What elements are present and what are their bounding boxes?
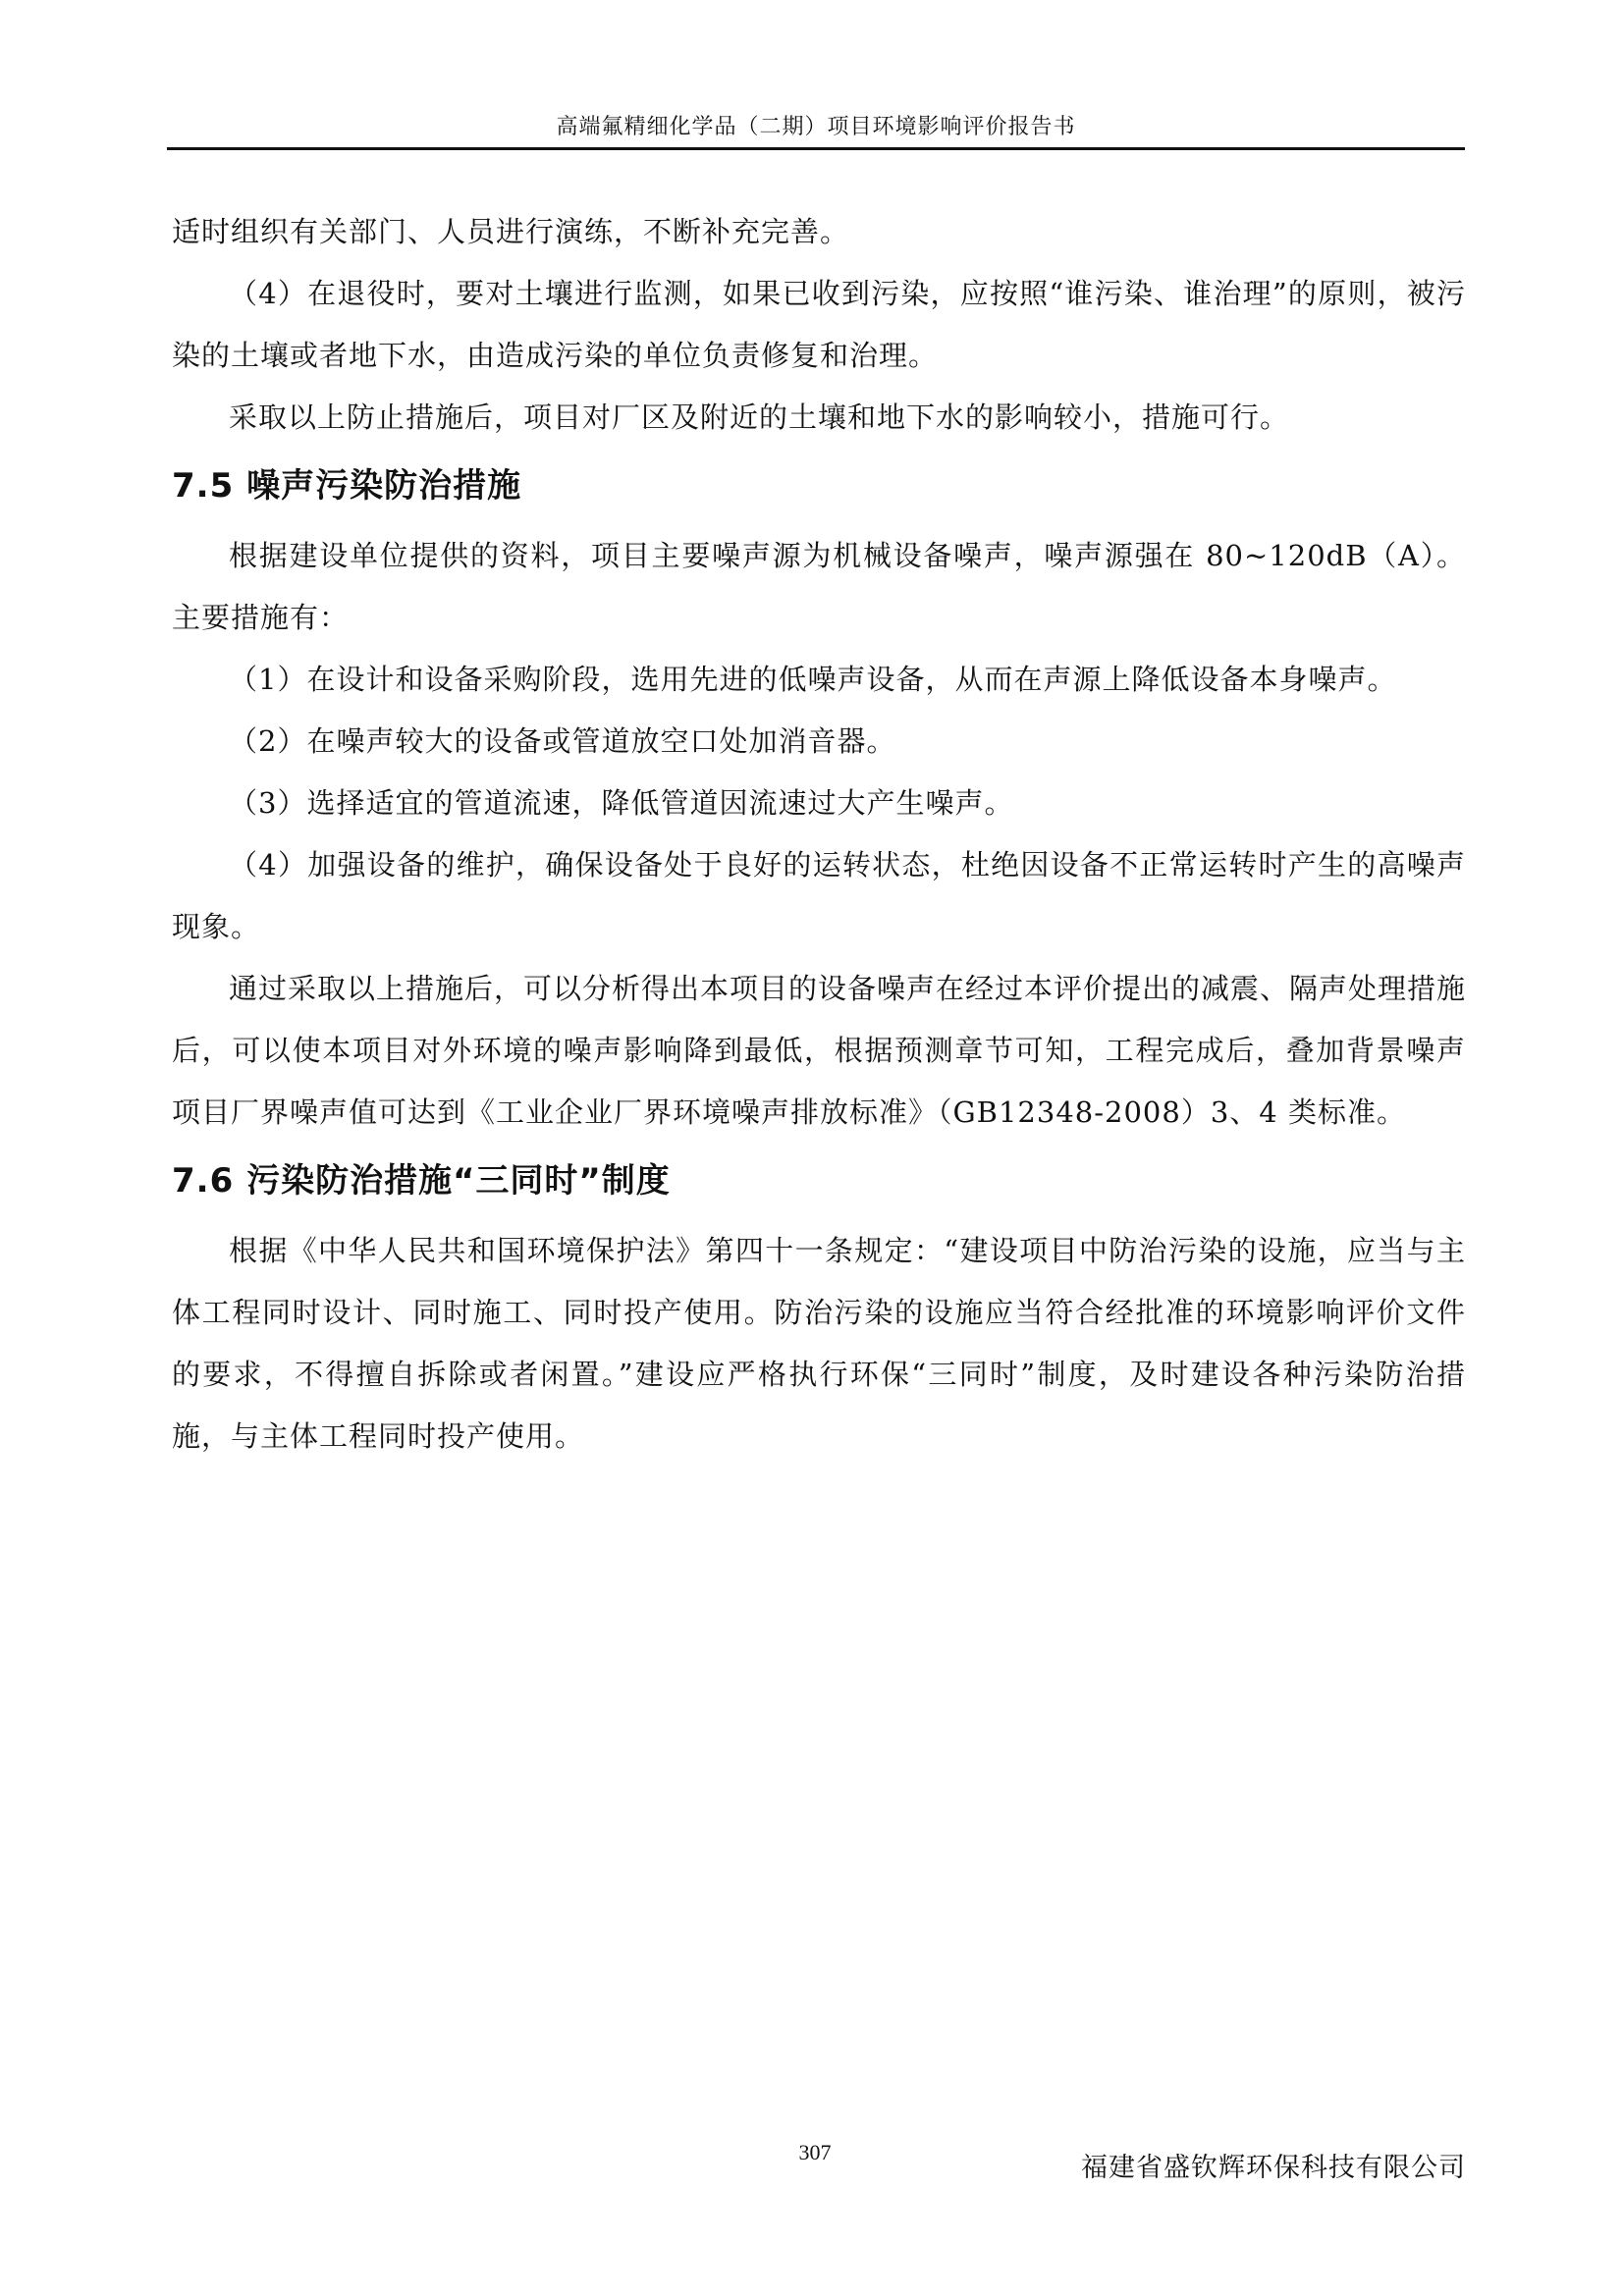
company-name: 福建省盛钦辉环保科技有限公司 [1081, 2153, 1466, 2183]
running-header: 高端氟精细化学品（二期）项目环境影响评价报告书 [556, 115, 1076, 139]
paragraph: 根据《中华人民共和国环境保护法》第四十一条规定：“建设项目中防治污染的设施，应当与主体工程同时设计、同时施工、同时投产使用。防治污染的设施应当符合经批准的环境影响评价文件的要求，不得擅自拆除或者闲置。”建设应严格执行环保“三同时”制度，及时建设各种污染防治措施，与主体工程同时投产使用。 [172, 1234, 1466, 1453]
paragraph: 通过采取以上措施后，可以分析得出本项目的设备噪声在经过本评价提出的减震、隔声处理措施后，可以使本项目对外环境的噪声影响降到最低，根据预测章节可知，工程完成后，叠加背景噪声项目厂界噪声值可达到《工业企业厂界环境噪声排放标准》（GB12348-2008）3、4 类标准。 [172, 972, 1467, 1129]
paragraph: （1）在设计和设备采购阶段，选用先进的低噪声设备，从而在声源上降低设备本身噪声。 [229, 663, 1397, 696]
document-body [172, 201, 1466, 1468]
section-heading-7-6: 7.6 污染防治措施“三同时”制度 [172, 1161, 671, 1201]
paragraph: （4）加强设备的维护，确保设备处于良好的运转状态，杜绝因设备不正常运转时产生的高噪声现象。 [172, 848, 1466, 943]
section-heading-7-5: 7.5 噪声污染防治措施 [172, 466, 522, 506]
paragraph: （4）在退役时，要对土壤进行监测，如果已收到污染，应按照“谁污染、谁治理”的原则，被污染的土壤或者地下水，由造成污染的单位负责修复和治理。 [172, 277, 1466, 372]
page-number: 307 [798, 2140, 832, 2164]
paragraph: （2）在噪声较大的设备或管道放空口处加消音器。 [229, 724, 896, 758]
header-divider [167, 147, 1465, 150]
paragraph: 采取以上防止措施后，项目对厂区及附近的土壤和地下水的影响较小，措施可行。 [229, 400, 1290, 434]
paragraph: 适时组织有关部门、人员进行演练，不断补充完善。 [172, 215, 850, 248]
paragraph: （3）选择适宜的管道流速，降低管道因流速过大产生噪声。 [229, 786, 1014, 820]
paragraph: 根据建设单位提供的资料，项目主要噪声源为机械设备噪声，噪声源强在 80~120dB（A）。主要措施有： [172, 539, 1466, 634]
